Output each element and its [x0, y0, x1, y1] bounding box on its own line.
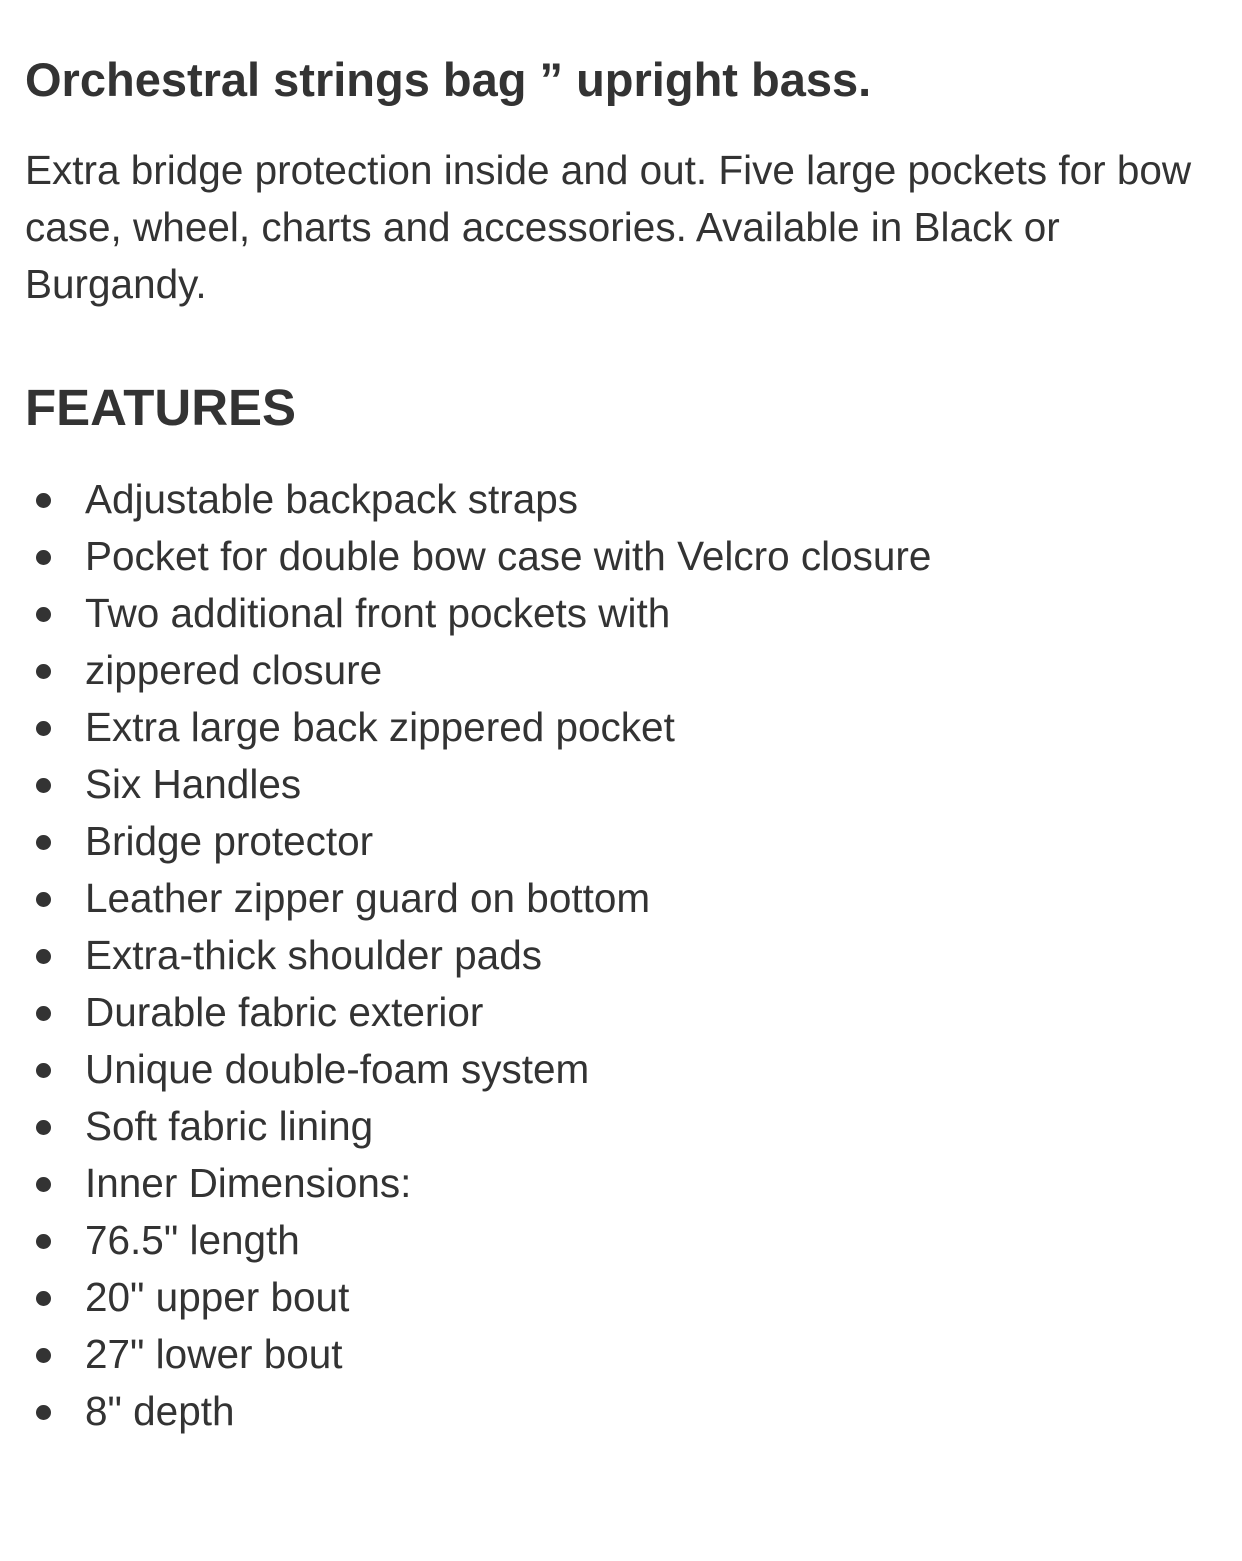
bullet-icon: [36, 1405, 51, 1420]
feature-text: 27" lower bout: [85, 1331, 343, 1377]
feature-text: Leather zipper guard on bottom: [85, 875, 651, 921]
feature-text: Extra large back zippered pocket: [85, 704, 675, 750]
feature-text: Pocket for double bow case with Velcro closure: [85, 533, 932, 579]
feature-text: Unique double-foam system: [85, 1046, 590, 1092]
bullet-icon: [36, 1348, 51, 1363]
feature-text: zippered closure: [85, 647, 383, 693]
bullet-icon: [36, 1291, 51, 1306]
bullet-icon: [36, 1177, 51, 1192]
bullet-icon: [36, 835, 51, 850]
feature-text: 8" depth: [85, 1388, 235, 1434]
features-heading: FEATURES: [25, 379, 297, 436]
bullet-icon: [36, 778, 51, 793]
feature-text: Inner Dimensions:: [85, 1160, 412, 1206]
bullet-icon: [36, 550, 51, 565]
bullet-icon: [36, 1006, 51, 1021]
feature-text: Six Handles: [85, 761, 302, 807]
feature-text: Soft fabric lining: [85, 1103, 374, 1149]
bullet-icon: [36, 721, 51, 736]
bullet-icon: [36, 1120, 51, 1135]
feature-text: Durable fabric exterior: [85, 989, 484, 1035]
feature-text: 76.5" length: [85, 1217, 300, 1263]
feature-text: 20" upper bout: [85, 1274, 350, 1320]
product-title: Orchestral strings bag ” upright bass.: [25, 53, 872, 106]
bullet-icon: [36, 1063, 51, 1078]
bullet-icon: [36, 1234, 51, 1249]
feature-text: Two additional front pockets with: [85, 590, 671, 636]
bullet-icon: [36, 664, 51, 679]
feature-text: Bridge protector: [85, 818, 374, 864]
bullet-icon: [36, 493, 51, 508]
bullet-icon: [36, 607, 51, 622]
bullet-icon: [36, 949, 51, 964]
feature-text: Adjustable backpack straps: [85, 476, 579, 522]
feature-text: Extra-thick shoulder pads: [85, 932, 542, 978]
product-summary: Extra bridge protection inside and out. Five large pockets for bow case, wheel, charts and accessories. Available in Black or Burgandy.: [25, 147, 1192, 307]
bullet-icon: [36, 892, 51, 907]
